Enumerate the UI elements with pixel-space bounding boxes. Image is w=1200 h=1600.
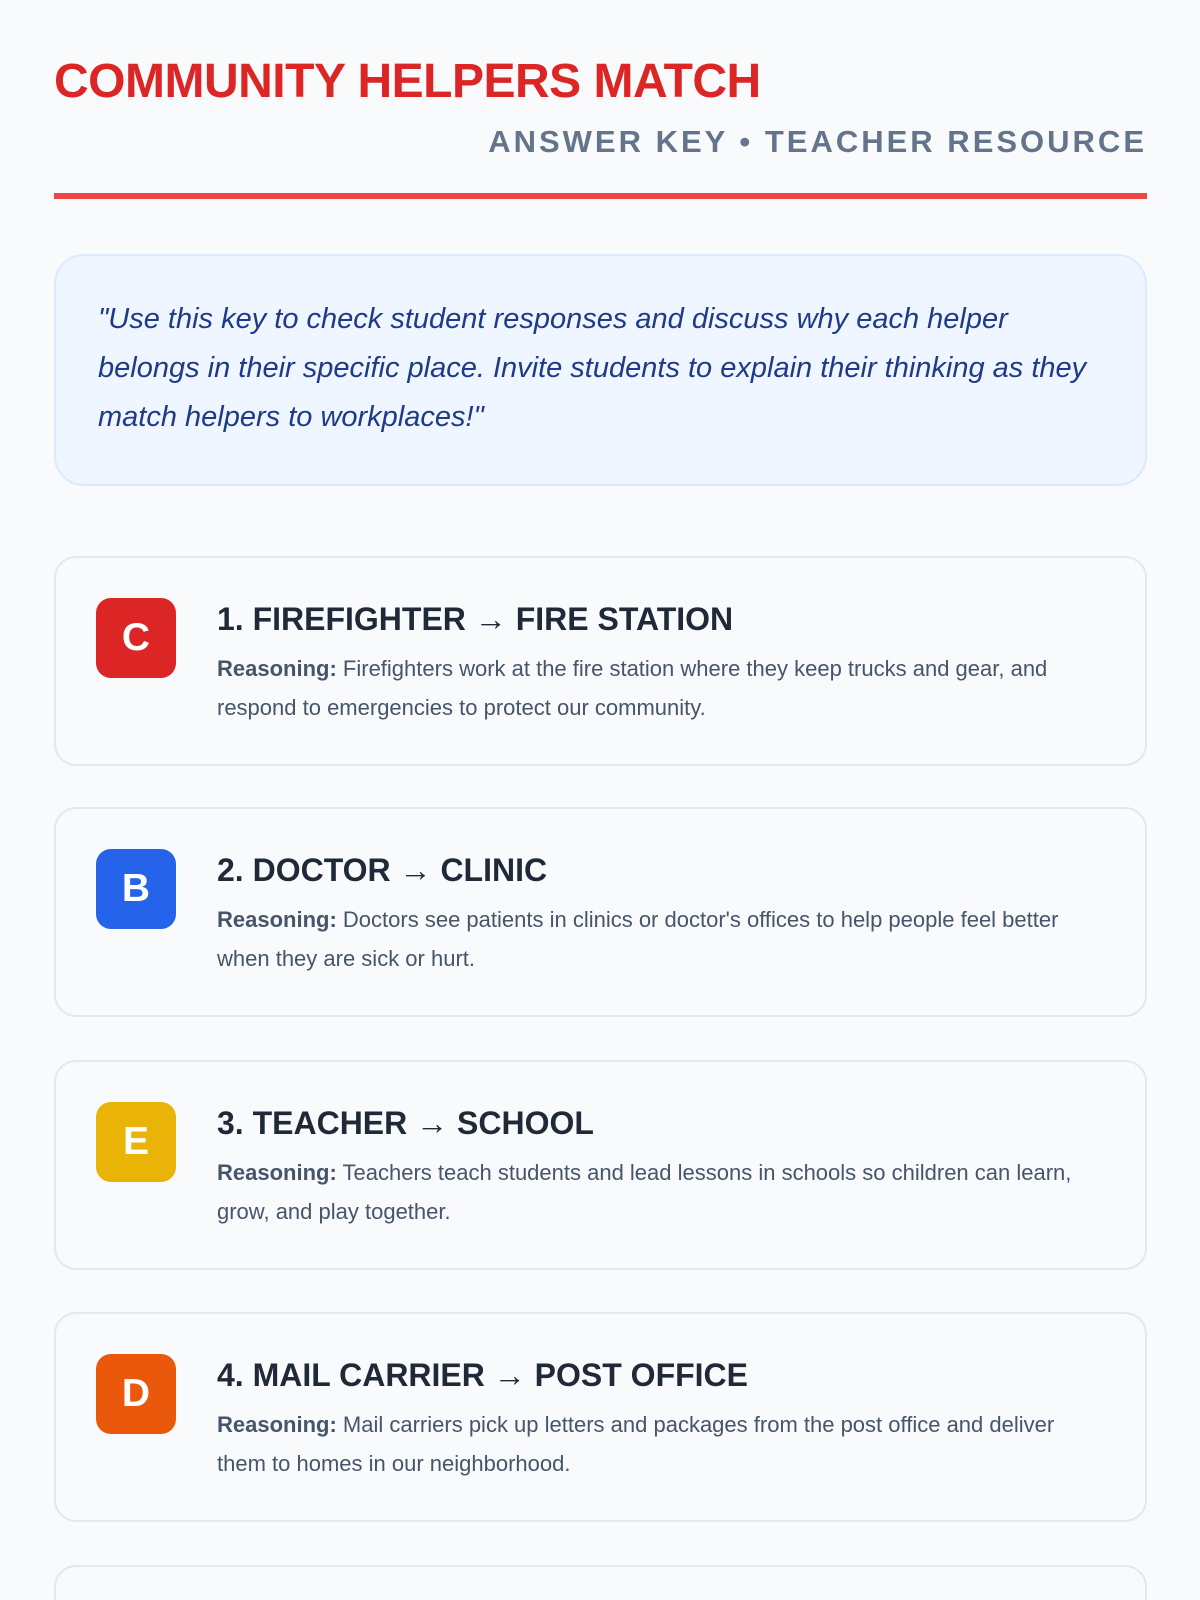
reasoning-text: Firefighters work at the fire station where they keep trucks and gear, and respond to emergencies to protect our community. bbox=[217, 656, 1048, 720]
answer-title: 3. TEACHER → SCHOOL bbox=[217, 1105, 594, 1141]
reasoning-text: Teachers teach students and lead lessons in schools so children can learn, grow, and play together. bbox=[217, 1160, 1072, 1224]
answer-letter-badge: B bbox=[96, 849, 176, 929]
answer-letter-badge: C bbox=[96, 598, 176, 678]
reasoning-label: Reasoning: bbox=[217, 1160, 337, 1185]
answer-reasoning bbox=[217, 1153, 1107, 1231]
answer-card-5-partial bbox=[54, 1565, 1147, 1600]
reasoning-label: Reasoning: bbox=[217, 1412, 337, 1437]
page-title: COMMUNITY HELPERS MATCH bbox=[54, 55, 761, 108]
answer-card-4 bbox=[54, 1312, 1147, 1522]
answer-reasoning bbox=[217, 1405, 1107, 1483]
reasoning-label: Reasoning: bbox=[217, 907, 337, 932]
answer-letter-badge: E bbox=[96, 1102, 176, 1182]
reasoning-label: Reasoning: bbox=[217, 656, 337, 681]
answer-letter-badge: D bbox=[96, 1354, 176, 1434]
reasoning-text: Mail carriers pick up letters and packages from the post office and deliver them to homes in our neighborhood. bbox=[217, 1412, 1055, 1476]
page-subtitle: ANSWER KEY • TEACHER RESOURCE bbox=[488, 124, 1147, 159]
reasoning-text: Doctors see patients in clinics or doctor's offices to help people feel better when they are sick or hurt. bbox=[217, 907, 1059, 971]
answer-title: 1. FIREFIGHTER → FIRE STATION bbox=[217, 601, 734, 637]
answer-title: 2. DOCTOR → CLINIC bbox=[217, 852, 548, 888]
answer-reasoning bbox=[217, 649, 1107, 727]
teacher-note: "Use this key to check student responses and discuss why each helper belongs in their specific place. Invite students to explain their thinking as they match helpers to workplaces!" bbox=[54, 254, 1147, 486]
header-divider bbox=[54, 193, 1147, 199]
answer-card-1 bbox=[54, 556, 1147, 766]
answer-reasoning bbox=[217, 900, 1107, 978]
answer-card-2 bbox=[54, 807, 1147, 1017]
answer-title: 4. MAIL CARRIER → POST OFFICE bbox=[217, 1357, 748, 1393]
answer-card-3 bbox=[54, 1060, 1147, 1270]
